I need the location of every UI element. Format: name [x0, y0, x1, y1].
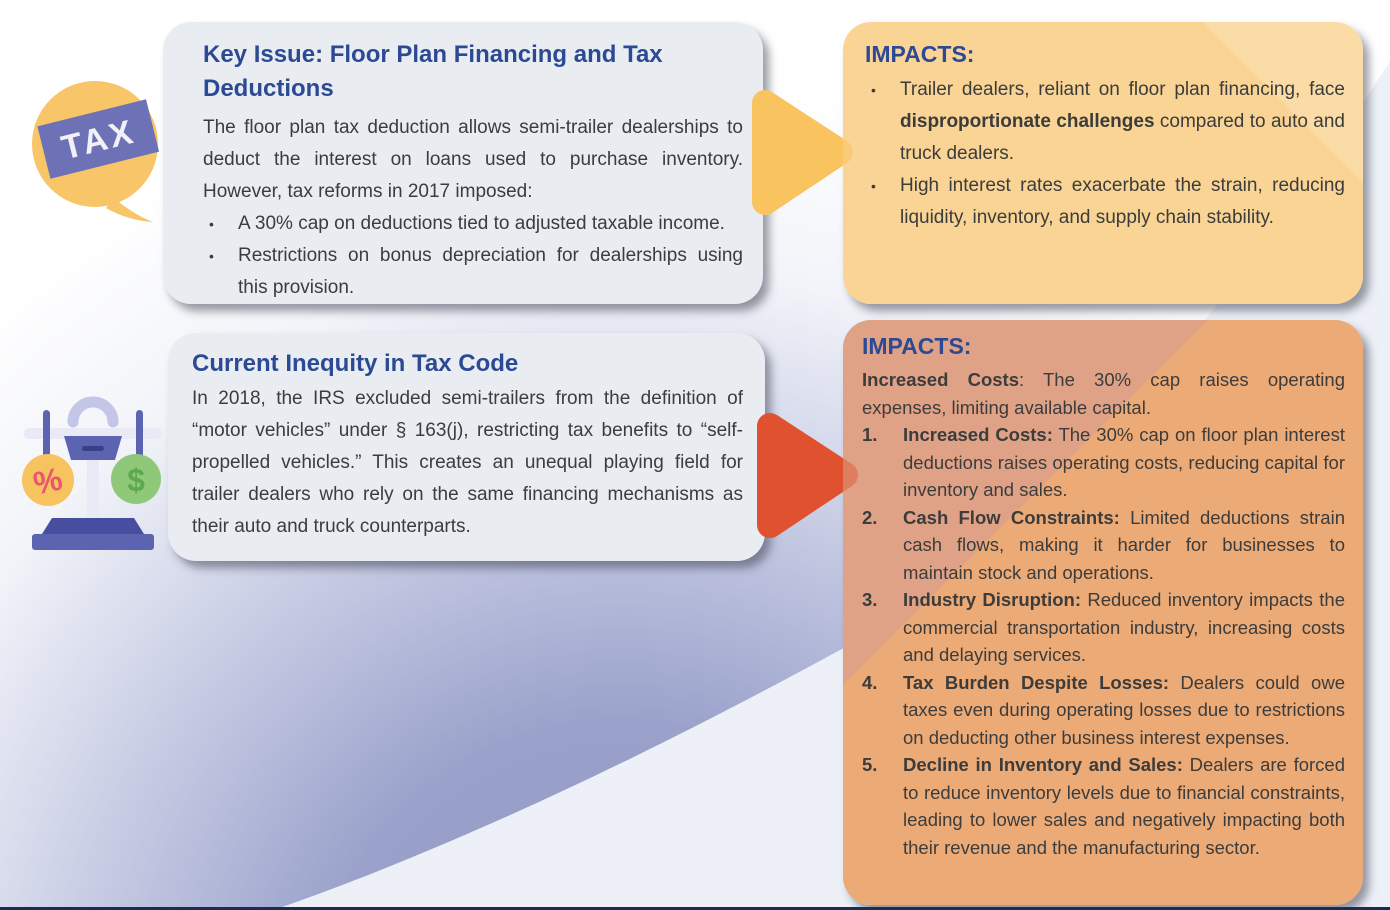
impact-item: 5. Decline in Inventory and Sales: Dealers are forced to reduce inventory levels due to financial constraints, leading to lower sales and negatively impacting both their revenue and the manufacturing sector.: [862, 751, 1345, 861]
impact-item: 1. Increased Costs: The 30% cap on floor plan interest deductions raises operating costs, reducing capital for inventory and sales.: [862, 421, 1345, 504]
item-number: 2.: [862, 506, 878, 528]
red-arrow-icon: [750, 408, 870, 543]
right-rod: [136, 410, 143, 460]
impacts-bottom-intro: Increased Costs: The 30% cap raises operating expenses, limiting available capital.: [862, 369, 1345, 418]
inequity-body: In 2018, the IRS excluded semi-trailers from the definition of “motor vehicles” under § 163(j), restricting tax benefits to “self-propelled vehicles.” This creates an unequal playing field for trailer dealers who rely on the same financing mechanisms as their auto and truck counterparts.: [192, 388, 743, 537]
scale-hanger: [73, 402, 113, 422]
base-top: [42, 518, 144, 534]
key-issue-box: [163, 22, 763, 304]
impact-item: 3. Industry Disruption: Reduced inventory impacts the commercial transportation industry, increasing costs and delaying services.: [862, 586, 1345, 669]
tax-bubble-icon: [28, 78, 173, 228]
impacts-bottom-title: IMPACTS:: [862, 333, 972, 359]
key-issue-bullet: • A 30% cap on deductions tied to adjusted taxable income.: [203, 208, 743, 240]
key-issue-bullet: • Restrictions on bonus depreciation for dealerships using this provision.: [203, 240, 743, 304]
bullet-icon: •: [871, 178, 876, 194]
bullet-icon: •: [209, 216, 214, 232]
impacts-bottom-box: [843, 320, 1363, 905]
percent-symbol: %: [30, 460, 66, 502]
yellow-arrow-icon: [745, 85, 865, 220]
impacts-top-box: [843, 22, 1363, 304]
left-rod: [43, 410, 50, 460]
scale-head-slot: [82, 446, 104, 451]
item-number: 5.: [862, 754, 878, 775]
bullet-icon: •: [209, 248, 214, 264]
item-number: 1.: [862, 424, 878, 445]
impacts-top-bullet: • High interest rates exacerbate the strain, reducing liquidity, inventory, and supply chain stability.: [865, 170, 1345, 234]
balance-scale-icon: [18, 392, 168, 567]
impacts-top-bullet: • Trailer dealers, reliant on floor plan financing, face disproportionate challenges compared to auto and truck dealers.: [865, 74, 1345, 170]
inequity-box: [168, 333, 765, 561]
impact-item: 4. Tax Burden Despite Losses: Dealers could owe taxes even during operating losses due to restrictions on deducting other business interest expenses.: [862, 669, 1345, 752]
base-slab: [32, 534, 154, 550]
key-issue-intro: The floor plan tax deduction allows semi-trailer dealerships to deduct the interest on loans used to purchase inventory. However, tax reforms in 2017 imposed:: [203, 117, 743, 202]
dollar-symbol: $: [127, 462, 145, 498]
bullet-icon: •: [871, 82, 876, 98]
bubble-tail: [106, 198, 153, 222]
impact-item: 2. Cash Flow Constraints: Limited deductions strain cash flows, making it harder for businesses to maintain stock and operations.: [862, 504, 1345, 587]
tax-label: TAX: [57, 112, 140, 168]
impacts-top-title: IMPACTS:: [865, 41, 975, 67]
key-issue-title: Key Issue: Floor Plan Financing and Tax Deductions: [203, 41, 663, 102]
inequity-title: Current Inequity in Tax Code: [192, 350, 519, 377]
item-number: 3.: [862, 589, 878, 610]
item-number: 4.: [862, 671, 878, 693]
